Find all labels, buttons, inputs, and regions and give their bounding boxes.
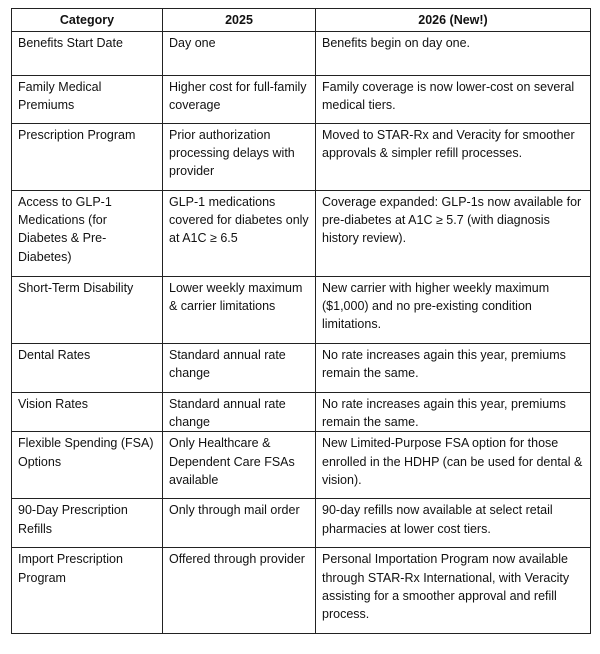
category-cell: Access to GLP-1 Medications (for Diabetes & Pre-Diabetes) bbox=[12, 191, 163, 277]
table-row bbox=[12, 191, 591, 277]
year-2026-cell: Personal Importation Program now available through STAR-Rx International, with Veracity assisting for a smoother approval and refill process. bbox=[316, 548, 591, 634]
table-row bbox=[12, 393, 591, 432]
table-row bbox=[12, 548, 591, 634]
category-cell: Import Prescription Program bbox=[12, 548, 163, 634]
year-2025-cell: GLP-1 medications covered for diabetes only at A1C ≥ 6.5 bbox=[163, 191, 316, 277]
table-row bbox=[12, 32, 591, 76]
year-2025-cell: Offered through provider bbox=[163, 548, 316, 634]
year-2026-cell: Benefits begin on day one. bbox=[316, 32, 591, 76]
year-2026-cell: Coverage expanded: GLP-1s now available for pre-diabetes at A1C ≥ 5.7 (with diagnosis history review). bbox=[316, 191, 591, 277]
year-2026-cell: New carrier with higher weekly maximum ($1,000) and no pre-existing condition limitations. bbox=[316, 277, 591, 344]
category-cell: Prescription Program bbox=[12, 124, 163, 191]
year-2025-cell: Lower weekly maximum & carrier limitations bbox=[163, 277, 316, 344]
year-2025-cell: Prior authorization processing delays with provider bbox=[163, 124, 316, 191]
category-cell: Flexible Spending (FSA) Options bbox=[12, 432, 163, 499]
year-2026-cell: No rate increases again this year, premiums remain the same. bbox=[316, 344, 591, 393]
header-row bbox=[12, 9, 591, 32]
category-cell: 90-Day Prescription Refills bbox=[12, 499, 163, 548]
category-cell: Dental Rates bbox=[12, 344, 163, 393]
year-2025-cell: Higher cost for full-family coverage bbox=[163, 76, 316, 124]
year-2025-cell: Only Healthcare & Dependent Care FSAs available bbox=[163, 432, 316, 499]
table-row bbox=[12, 432, 591, 499]
category-cell: Vision Rates bbox=[12, 393, 163, 432]
table-row bbox=[12, 277, 591, 344]
category-cell: Short-Term Disability bbox=[12, 277, 163, 344]
category-cell: Benefits Start Date bbox=[12, 32, 163, 76]
year-2026-cell: No rate increases again this year, premiums remain the same. bbox=[316, 393, 591, 432]
year-2026-cell: Family coverage is now lower-cost on several medical tiers. bbox=[316, 76, 591, 124]
table-row bbox=[12, 499, 591, 548]
table-row bbox=[12, 76, 591, 124]
header-2025: 2025 bbox=[163, 9, 316, 32]
year-2025-cell: Standard annual rate change bbox=[163, 344, 316, 393]
year-2025-cell: Standard annual rate change bbox=[163, 393, 316, 432]
table-row bbox=[12, 344, 591, 393]
header-2026: 2026 (New!) bbox=[316, 9, 591, 32]
year-2026-cell: Moved to STAR-Rx and Veracity for smoother approvals & simpler refill processes. bbox=[316, 124, 591, 191]
benefits-comparison-table bbox=[11, 8, 591, 634]
year-2025-cell: Only through mail order bbox=[163, 499, 316, 548]
year-2026-cell: New Limited-Purpose FSA option for those enrolled in the HDHP (can be used for dental & vision). bbox=[316, 432, 591, 499]
table-row bbox=[12, 124, 591, 191]
category-cell: Family Medical Premiums bbox=[12, 76, 163, 124]
year-2026-cell: 90-day refills now available at select retail pharmacies at lower cost tiers. bbox=[316, 499, 591, 548]
year-2025-cell: Day one bbox=[163, 32, 316, 76]
header-category: Category bbox=[12, 9, 163, 32]
